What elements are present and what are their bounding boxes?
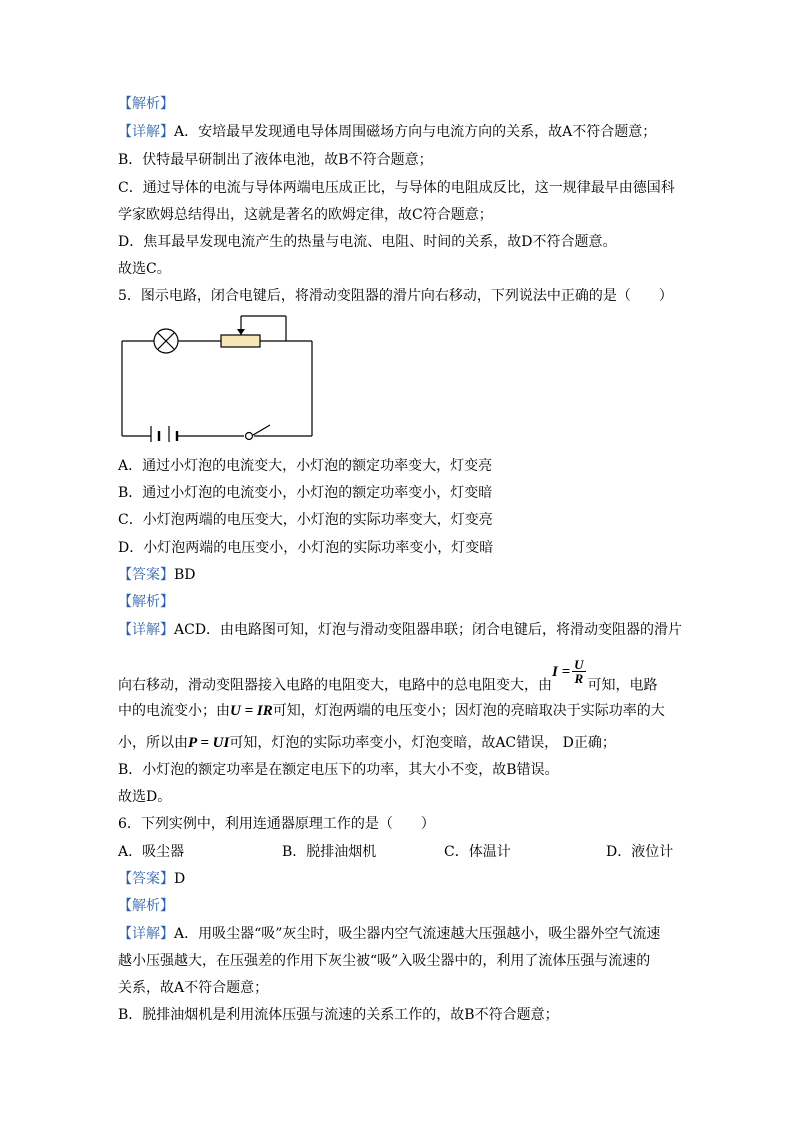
option-a: A．通过小灯泡的电流变大，小灯泡的额定功率变大，灯变亮 [118,458,493,474]
detail-line: 越小压强越大，在压强差的作用下灰尘被“吸”入吸尘器中的，利用了流体压强与流速的 [118,953,651,969]
detail-line: 关系，故A不符合题意； [118,980,269,996]
question-stem: 5．图示电路，闭合电键后，将滑动变阻器的滑片向右移动，下列说法中正确的是（ ） [118,288,673,304]
detail-line: B．脱排油烟机是利用流体压强与流速的关系工作的，故B不符合题意； [118,1007,559,1023]
answer-tag: 【答案】 [118,871,174,887]
formula-ohm: U = IR [230,703,273,719]
detail-line [118,701,665,721]
conclusion: 故选C。 [118,261,171,277]
detail-line: B．伏特最早研制出了液体电池，故B不符合题意； [118,152,433,168]
detail-text: 中的电流变小；由 [118,703,230,719]
option-b: B．通过小灯泡的电流变小，小灯泡的额定功率变小，灯变暗 [118,485,493,501]
detail-line [118,733,616,753]
detail-text: 可知，电路 [587,677,658,694]
xiangjie-tag: 【详解】 [118,622,174,638]
formula-power: P = UI [188,735,230,751]
detail-line: 学家欧姆总结得出，这就是著名的欧姆定律，故C符合题意； [118,207,493,223]
detail-text: 可知，灯泡的实际功率变小，灯泡变暗，故AC错误， D正确； [229,735,616,751]
detail-text: ACD．由电路图可知，灯泡与滑动变阻器串联；闭合电键后，将滑动变阻器的滑片 [174,622,683,638]
answer-value: BD [174,567,196,583]
detail-line [118,657,658,699]
detail-text: 可知，灯泡两端的电压变小；因灯泡的亮暗取决于实际功率的大 [272,703,665,719]
xiangjie-tag: 【详解】 [118,926,174,942]
answer-line [118,869,185,889]
formula-i-lhs: I = [552,663,571,680]
rheostat-icon [221,335,260,347]
conclusion: 故选D。 [118,789,172,805]
jiexi-tag: 【解析】 [118,898,174,914]
circuit-diagram [118,312,318,442]
switch-icon [246,433,253,440]
formula-fraction [572,658,585,685]
formula-denominator: R [574,671,584,686]
formula-numerator: U [574,657,584,672]
detail-line: C．通过导体的电流与导体两端电压成正比，与导体的电阻成反比，这一规律最早由德国科 [118,180,675,196]
battery-icon [151,426,177,442]
detail-text: 小，所以由 [118,735,188,751]
detail-line [118,924,660,944]
detail-line [118,620,682,640]
detail-line: B．小灯泡的额定功率是在额定电压下的功率，其大小不变，故B错误。 [118,762,559,778]
option-c: C．小灯泡两端的电压变大，小灯泡的实际功率变大，灯变亮 [118,512,493,528]
option-b: B．脱排油烟机 [282,844,377,860]
option-d: D．液位计 [606,844,674,860]
answer-tag: 【答案】 [118,567,174,583]
answer-line [118,565,196,585]
detail-line: D．焦耳最早发现电流产生的热量与电流、电阻、时间的关系，故D不符合题意。 [118,234,617,250]
detail-text: 向右移动，滑动变阻器接入电路的电阻变大，电路中的总电阻变大，由 [118,677,552,694]
option-d: D．小灯泡两端的电压变小，小灯泡的实际功率变小，灯变暗 [118,540,494,556]
slider-arrow-icon [237,329,245,335]
detail-text: A．用吸尘器“吸”灰尘时，吸尘器内空气流速越大压强越小，吸尘器外空气流速 [174,926,661,942]
answer-value: D [174,871,186,887]
detail-text: A．安培最早发现通电导体周围磁场方向与电流方向的关系，故A不符合题意； [174,124,657,140]
question-stem: 6．下列实例中，利用连通器原理工作的是（ ） [118,816,435,832]
detail-line [118,122,656,142]
jiexi-tag: 【解析】 [118,594,174,610]
option-c: C．体温计 [444,844,511,860]
option-a: A．吸尘器 [118,844,185,860]
jiexi-tag: 【解析】 [118,96,174,112]
xiangjie-tag: 【详解】 [118,124,174,140]
